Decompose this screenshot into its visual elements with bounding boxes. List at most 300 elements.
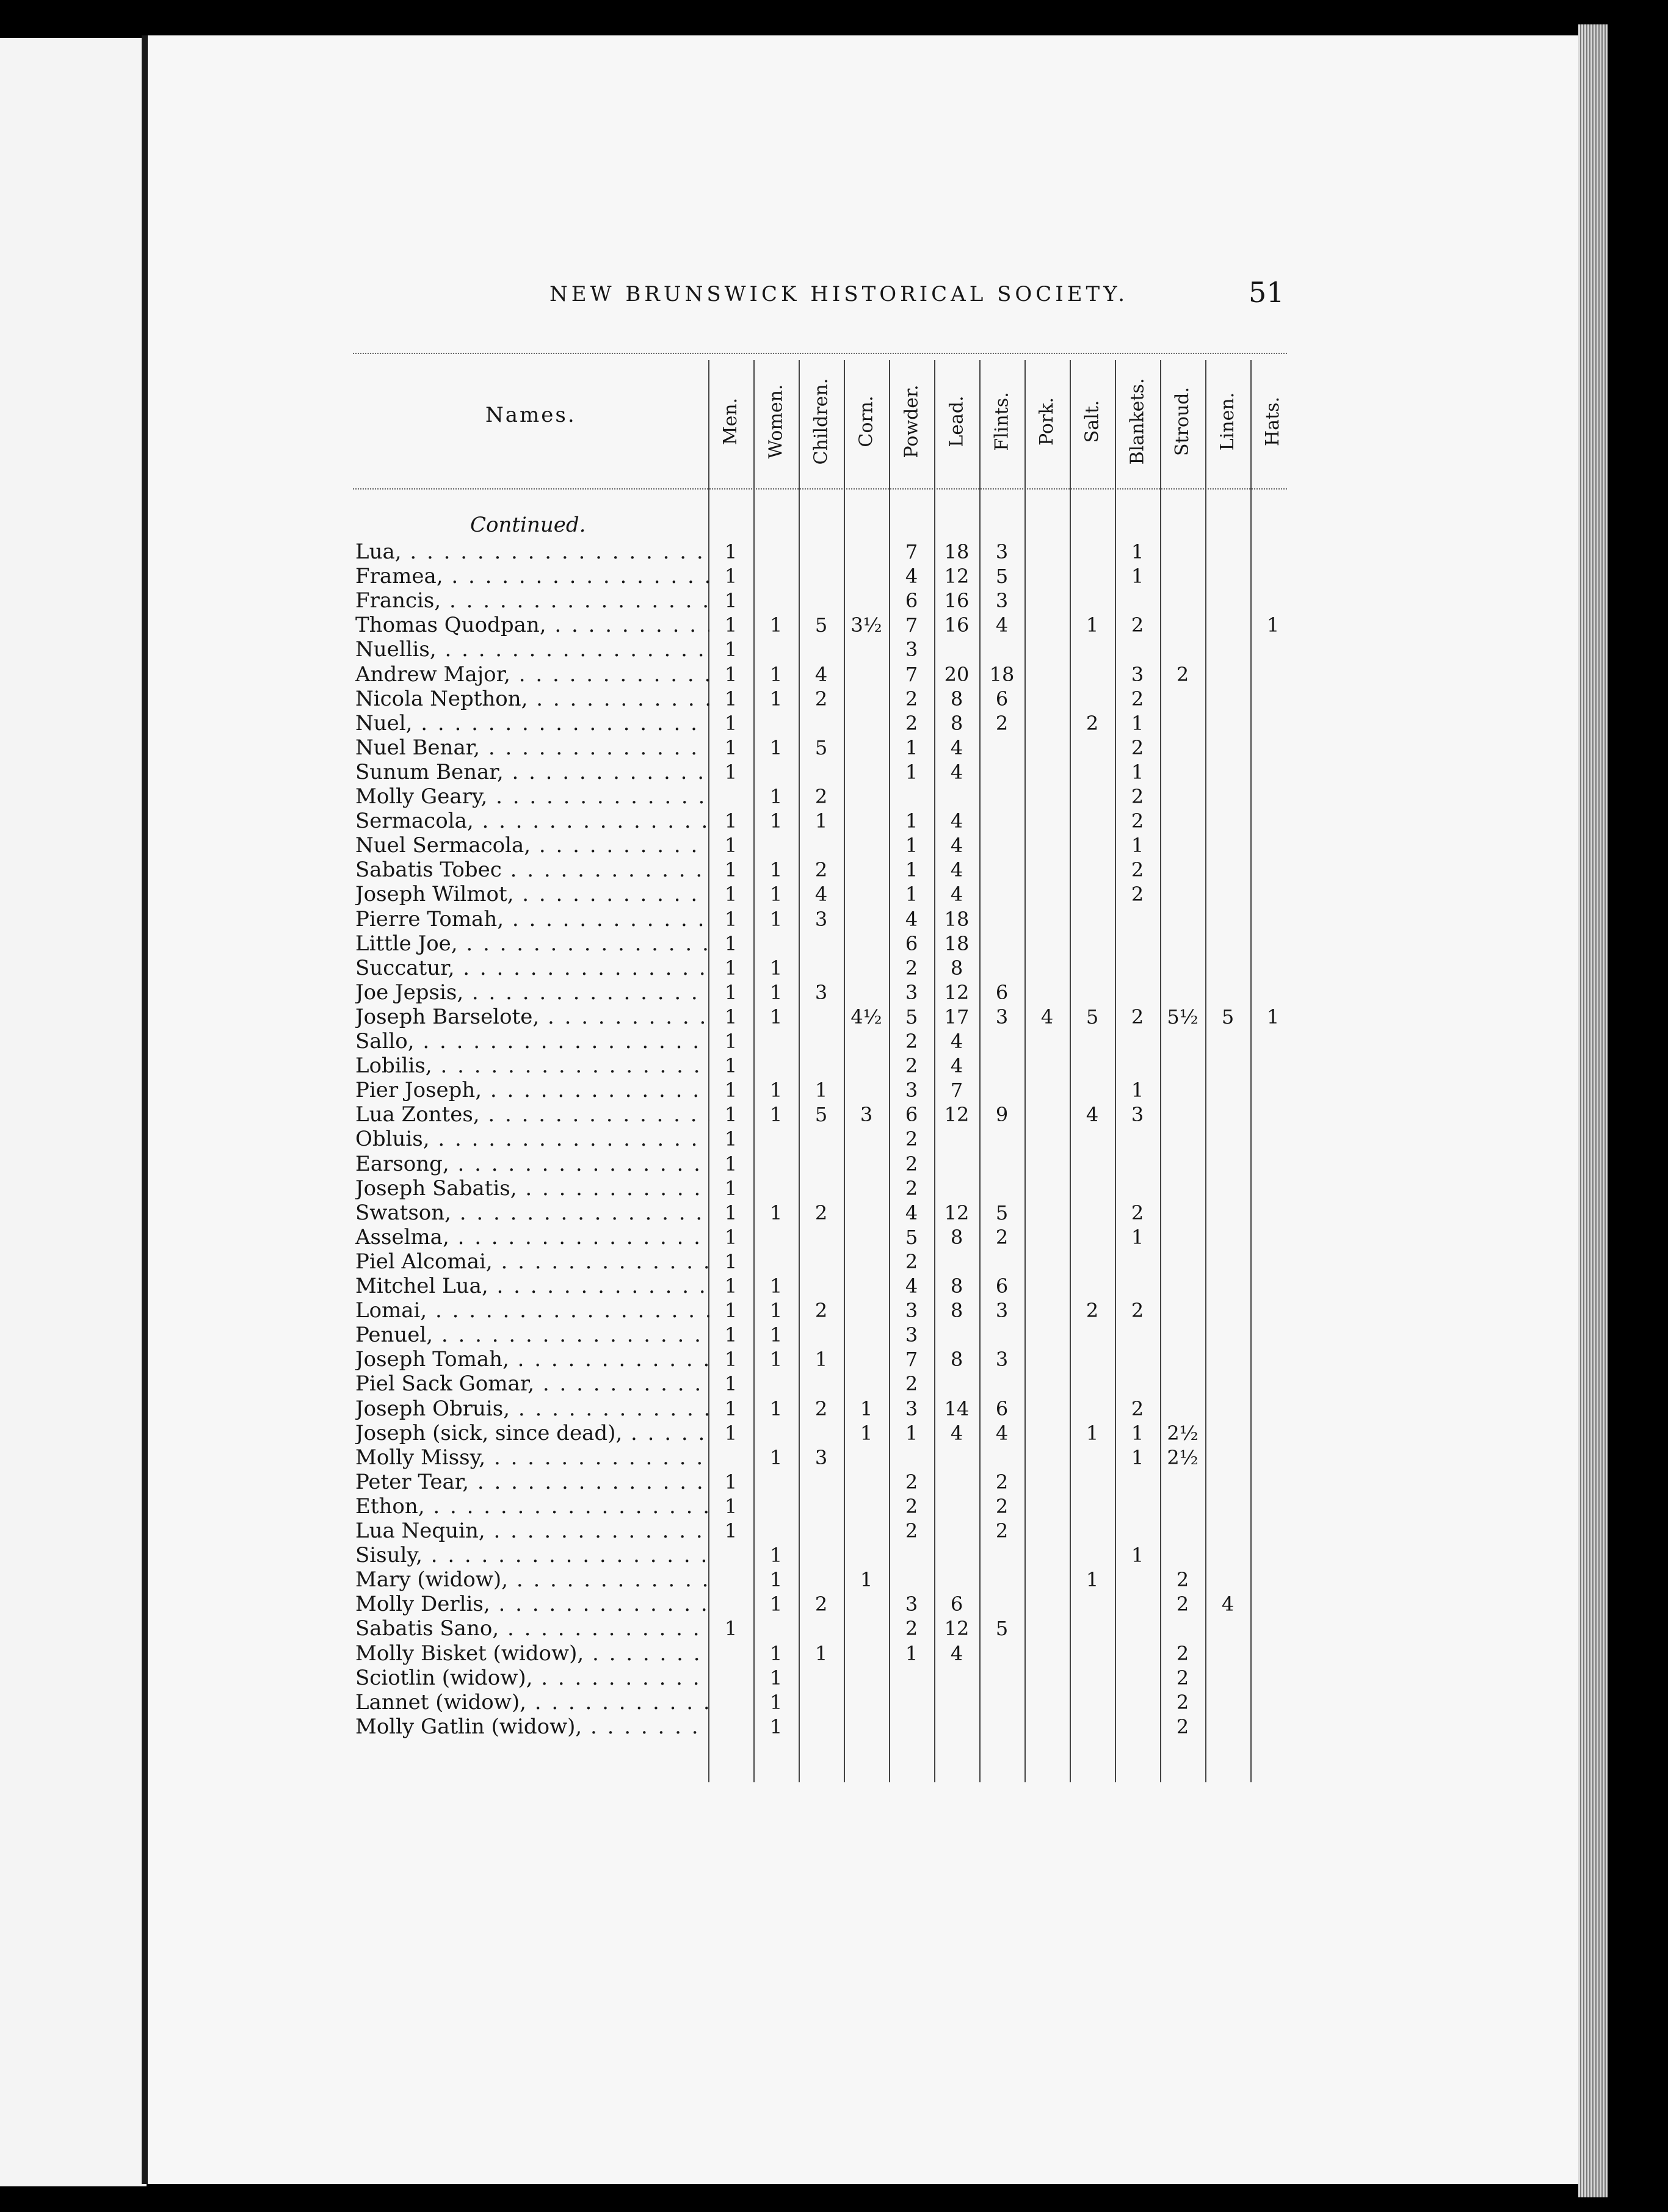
table-cell: 2 bbox=[1176, 1641, 1189, 1665]
table-row bbox=[355, 1445, 1283, 1471]
table-cell: 1 bbox=[724, 1421, 738, 1445]
row-name: Lua, . . . bbox=[355, 540, 709, 564]
table-cell: 1 bbox=[769, 980, 783, 1004]
table-row bbox=[355, 1543, 1283, 1569]
table-cell: 1 bbox=[769, 1201, 783, 1224]
row-name: Molly Bisket (widow), . . . bbox=[355, 1641, 709, 1666]
table-cell: 2 bbox=[1131, 1397, 1144, 1420]
column-heading bbox=[753, 360, 799, 482]
table-cell: 1 bbox=[724, 638, 738, 662]
table-row bbox=[355, 588, 1283, 614]
table-cell: 6 bbox=[905, 1103, 918, 1127]
table-cell: 1 bbox=[1131, 1079, 1144, 1102]
table-cell: 4 bbox=[905, 1274, 918, 1298]
table-cell: 3 bbox=[814, 1445, 828, 1469]
table-cell: 3 bbox=[995, 1348, 1009, 1372]
table-cell: 2 bbox=[814, 1592, 828, 1616]
table-cell: 5 bbox=[814, 613, 828, 637]
table-cell: 1 bbox=[724, 540, 738, 563]
row-name: Mary (widow), . . . bbox=[355, 1567, 709, 1592]
table-cell: 4 bbox=[950, 858, 963, 882]
table-cell: 3½ bbox=[850, 613, 882, 637]
table-cell: 2 bbox=[905, 1152, 918, 1176]
table-cell: 2 bbox=[1131, 883, 1144, 906]
table-cell: 1 bbox=[769, 858, 783, 882]
table-cell: 1 bbox=[724, 1030, 738, 1053]
table-cell: 1 bbox=[724, 1176, 738, 1200]
row-name: Nuel Benar, . . . bbox=[355, 736, 709, 760]
table-cell: 4 bbox=[950, 834, 963, 858]
table-cell: 1 bbox=[724, 1127, 738, 1151]
row-name: Piel Alcomai, . . . bbox=[355, 1249, 709, 1274]
row-name: Mitchel Lua, . . . bbox=[355, 1274, 709, 1298]
table-cell: 1 bbox=[814, 1079, 828, 1102]
column-heading-label: Children. bbox=[810, 378, 832, 464]
row-name: Molly Gatlin (widow), . . . bbox=[355, 1715, 709, 1739]
table-cell: 1 bbox=[724, 1274, 738, 1298]
row-name: Sermacola, . . . bbox=[355, 809, 709, 833]
table-row bbox=[355, 1152, 1283, 1177]
table-cell: 1 bbox=[1266, 613, 1280, 637]
row-name: Joseph Obruis, . . . bbox=[355, 1397, 709, 1421]
table-cell: 1 bbox=[769, 1690, 783, 1714]
row-name: Nicola Nepthon, . . . bbox=[355, 687, 709, 711]
table-cell: 5 bbox=[905, 1225, 918, 1249]
continued-label: Continued. bbox=[470, 513, 586, 537]
table-cell: 1 bbox=[769, 1445, 783, 1469]
table-cell: 8 bbox=[950, 687, 963, 710]
table-cell: 1 bbox=[724, 1054, 738, 1078]
table-row bbox=[355, 760, 1283, 786]
table-cell: 2 bbox=[1131, 1201, 1144, 1224]
table-cell: 4 bbox=[905, 907, 918, 931]
column-heading bbox=[1115, 360, 1160, 482]
row-name: Joseph Sabatis, . . . bbox=[355, 1176, 709, 1201]
table-row bbox=[355, 784, 1283, 810]
table-cell: 2 bbox=[814, 687, 828, 710]
row-name: Molly Missy, . . . bbox=[355, 1445, 709, 1470]
table-cell: 1 bbox=[769, 1592, 783, 1616]
table-top-rule bbox=[353, 353, 1287, 354]
column-heading-label: Pork. bbox=[1036, 397, 1058, 446]
table-cell: 5 bbox=[814, 1103, 828, 1127]
table-cell: 1 bbox=[769, 687, 783, 710]
table-cell: 18 bbox=[944, 907, 970, 931]
table-header-rule bbox=[353, 488, 1287, 490]
table-cell: 2 bbox=[1131, 858, 1144, 882]
table-cell: 1 bbox=[724, 883, 738, 906]
table-cell: 2 bbox=[1176, 1666, 1189, 1690]
table-cell: 1 bbox=[724, 1225, 738, 1249]
table-cell: 1 bbox=[1086, 613, 1099, 637]
table-row bbox=[355, 882, 1283, 908]
table-cell: 1 bbox=[1131, 711, 1144, 735]
table-cell: 16 bbox=[944, 589, 970, 613]
column-heading-label: Flints. bbox=[991, 391, 1013, 451]
table-cell: 3 bbox=[905, 1397, 918, 1420]
row-name: Sunum Benar, . . . bbox=[355, 760, 709, 784]
row-name: Sabatis Tobec . . . bbox=[355, 858, 709, 882]
column-heading bbox=[1205, 360, 1250, 482]
row-name: Nuel Sermacola, . . . bbox=[355, 833, 709, 858]
table-cell: 2 bbox=[905, 1372, 918, 1396]
column-heading-label: Stroud. bbox=[1172, 386, 1194, 456]
column-heading-label: Linen. bbox=[1217, 392, 1239, 450]
row-name: Molly Geary, . . . bbox=[355, 784, 709, 809]
table-cell: 1 bbox=[724, 956, 738, 980]
table-cell: 1 bbox=[724, 589, 738, 613]
row-name: Molly Derlis, . . . bbox=[355, 1592, 709, 1616]
table-cell: 2 bbox=[1131, 613, 1144, 637]
table-cell: 3 bbox=[905, 1592, 918, 1616]
table-cell: 2 bbox=[1176, 1592, 1189, 1616]
table-cell: 2 bbox=[995, 1470, 1009, 1494]
table-cell: 1 bbox=[905, 1421, 918, 1445]
table-cell: 8 bbox=[950, 1225, 963, 1249]
table-cell: 1 bbox=[724, 1323, 738, 1347]
table-cell: 1 bbox=[769, 1323, 783, 1347]
table-cell: 1 bbox=[769, 1397, 783, 1420]
table-cell: 12 bbox=[944, 980, 970, 1004]
table-cell: 6 bbox=[905, 589, 918, 613]
table-cell: 1 bbox=[724, 1005, 738, 1028]
table-cell: 6 bbox=[995, 980, 1009, 1004]
column-heading-label: Blankets. bbox=[1126, 378, 1148, 464]
row-name: Sciotlin (widow), . . . bbox=[355, 1666, 709, 1690]
table-row bbox=[355, 540, 1283, 565]
table-cell: 4 bbox=[950, 809, 963, 833]
table-row bbox=[355, 1201, 1283, 1226]
table-row bbox=[355, 1102, 1283, 1128]
table-cell: 2 bbox=[905, 1054, 918, 1078]
table-cell: 1 bbox=[769, 956, 783, 980]
column-heading-label: Powder. bbox=[901, 384, 923, 458]
table-row bbox=[355, 637, 1283, 663]
table-cell: 1 bbox=[1131, 760, 1144, 784]
row-name: Little Joe, . . . bbox=[355, 931, 709, 956]
table-cell: 5 bbox=[995, 565, 1009, 588]
row-name: Andrew Major, . . . bbox=[355, 662, 709, 687]
table-row bbox=[355, 1225, 1283, 1251]
table-row bbox=[355, 1470, 1283, 1495]
table-cell: 2 bbox=[905, 1030, 918, 1053]
row-name: Peter Tear, . . . bbox=[355, 1470, 709, 1494]
column-heading-label: Men. bbox=[720, 397, 742, 445]
column-heading-label: Women. bbox=[765, 384, 787, 458]
table-row bbox=[355, 1567, 1283, 1593]
row-name: Lua Nequin, . . . bbox=[355, 1519, 709, 1543]
row-name: Joseph Tomah, . . . bbox=[355, 1347, 709, 1372]
table-row bbox=[355, 1421, 1283, 1447]
table-cell: 1 bbox=[1266, 1005, 1280, 1028]
table-cell: 1 bbox=[724, 662, 738, 686]
table-cell: 3 bbox=[814, 907, 828, 931]
table-row bbox=[355, 736, 1283, 761]
column-heading bbox=[934, 360, 979, 482]
table-cell: 2 bbox=[995, 1225, 1009, 1249]
table-cell: 1 bbox=[905, 858, 918, 882]
table-cell: 8 bbox=[950, 711, 963, 735]
table-row bbox=[355, 662, 1283, 688]
table-cell: 1 bbox=[905, 809, 918, 833]
table-cell: 4½ bbox=[850, 1005, 882, 1028]
table-cell: 1 bbox=[905, 883, 918, 906]
table-row bbox=[355, 1715, 1283, 1740]
row-name: Pierre Tomah, . . . bbox=[355, 907, 709, 931]
table-cell: 2 bbox=[1176, 1568, 1189, 1592]
book-spine bbox=[142, 35, 148, 2184]
table-cell: 8 bbox=[950, 956, 963, 980]
table-row bbox=[355, 564, 1283, 590]
column-heading-label: Corn. bbox=[855, 395, 877, 447]
table-cell: 5 bbox=[995, 1617, 1009, 1641]
row-name: Piel Sack Gomar, . . . bbox=[355, 1372, 709, 1396]
table-row bbox=[355, 1029, 1283, 1055]
row-name: Lomai, . . . bbox=[355, 1298, 709, 1323]
table-cell: 20 bbox=[944, 662, 970, 686]
table-cell: 1 bbox=[724, 1372, 738, 1396]
table-cell: 2 bbox=[995, 1494, 1009, 1518]
table-cell: 4 bbox=[1086, 1103, 1099, 1127]
table-cell: 3 bbox=[995, 1005, 1009, 1028]
table-row bbox=[355, 980, 1283, 1006]
table-cell: 1 bbox=[724, 858, 738, 882]
table-cell: 4 bbox=[905, 1201, 918, 1224]
table-cell: 3 bbox=[1131, 662, 1144, 686]
table-cell: 1 bbox=[724, 809, 738, 833]
column-heading bbox=[1024, 360, 1070, 482]
names-column-heading: Names. bbox=[485, 403, 576, 427]
table-cell: 3 bbox=[905, 980, 918, 1004]
table-cell: 5 bbox=[1221, 1005, 1235, 1028]
table-cell: 1 bbox=[814, 1641, 828, 1665]
table-cell: 4 bbox=[950, 1030, 963, 1053]
table-cell: 6 bbox=[995, 1274, 1009, 1298]
column-heading bbox=[799, 360, 844, 482]
column-heading bbox=[1160, 360, 1205, 482]
row-name: Swatson, . . . bbox=[355, 1201, 709, 1225]
table-cell: 1 bbox=[769, 1103, 783, 1127]
table-cell: 2 bbox=[905, 711, 918, 735]
table-cell: 5½ bbox=[1167, 1005, 1198, 1028]
table-cell: 1 bbox=[860, 1421, 873, 1445]
table-cell: 2 bbox=[905, 1176, 918, 1200]
table-row bbox=[355, 1372, 1283, 1397]
table-cell: 4 bbox=[950, 883, 963, 906]
running-header: NEW BRUNSWICK HISTORICAL SOCIETY. bbox=[549, 282, 1129, 306]
table-cell: 1 bbox=[905, 1641, 918, 1665]
table-cell: 2 bbox=[1131, 809, 1144, 833]
table-cell: 18 bbox=[944, 931, 970, 955]
table-cell: 1 bbox=[769, 883, 783, 906]
table-row bbox=[355, 687, 1283, 712]
table-row bbox=[355, 1005, 1283, 1030]
row-name: Joe Jepsis, . . . bbox=[355, 980, 709, 1005]
table-cell: 12 bbox=[944, 1201, 970, 1224]
row-name: Sabatis Sano, . . . bbox=[355, 1616, 709, 1641]
table-cell: 1 bbox=[905, 736, 918, 759]
table-cell: 1 bbox=[724, 980, 738, 1004]
column-heading bbox=[1070, 360, 1115, 482]
table-cell: 18 bbox=[989, 662, 1015, 686]
table-cell: 3 bbox=[905, 1299, 918, 1323]
table-cell: 14 bbox=[944, 1397, 970, 1420]
table-cell: 2 bbox=[1086, 711, 1099, 735]
table-cell: 2 bbox=[814, 785, 828, 808]
row-name: Framea, . . . bbox=[355, 564, 709, 588]
table-cell: 1 bbox=[769, 1348, 783, 1372]
table-cell: 4 bbox=[995, 1421, 1009, 1445]
table-row bbox=[355, 613, 1283, 638]
row-name: Asselma, . . . bbox=[355, 1225, 709, 1249]
table-cell: 3 bbox=[905, 1079, 918, 1102]
table-cell: 1 bbox=[1131, 540, 1144, 563]
table-cell: 2 bbox=[1176, 1715, 1189, 1738]
table-cell: 1 bbox=[724, 1103, 738, 1127]
table-cell: 6 bbox=[995, 687, 1009, 710]
table-cell: 3 bbox=[814, 980, 828, 1004]
table-cell: 3 bbox=[860, 1103, 873, 1127]
row-name: Nuel, . . . bbox=[355, 711, 709, 736]
column-heading bbox=[844, 360, 889, 482]
table-cell: 1 bbox=[724, 1494, 738, 1518]
table-cell: 1 bbox=[724, 1201, 738, 1224]
table-cell: 7 bbox=[905, 613, 918, 637]
table-cell: 2 bbox=[905, 1127, 918, 1151]
table-row bbox=[355, 809, 1283, 834]
table-cell: 7 bbox=[905, 662, 918, 686]
table-row bbox=[355, 1323, 1283, 1348]
table-row bbox=[355, 1078, 1283, 1104]
column-heading bbox=[708, 360, 753, 482]
table-cell: 1 bbox=[724, 1152, 738, 1176]
table-cell: 1 bbox=[769, 736, 783, 759]
table-cell: 1 bbox=[860, 1568, 873, 1592]
table-row bbox=[355, 1641, 1283, 1667]
table-row bbox=[355, 1127, 1283, 1152]
table-cell: 2 bbox=[1131, 736, 1144, 759]
table-cell: 2 bbox=[995, 1519, 1009, 1542]
table-cell: 18 bbox=[944, 540, 970, 563]
table-row bbox=[355, 1666, 1283, 1691]
row-name: Penuel, . . . bbox=[355, 1323, 709, 1347]
table-cell: 4 bbox=[1040, 1005, 1054, 1028]
table-cell: 1 bbox=[814, 1348, 828, 1372]
table-cell: 7 bbox=[950, 1079, 963, 1102]
table-cell: 1 bbox=[724, 1249, 738, 1273]
table-cell: 1 bbox=[1131, 1225, 1144, 1249]
table-cell: 12 bbox=[944, 1103, 970, 1127]
row-name: Lobilis, . . . bbox=[355, 1054, 709, 1078]
table-cell: 1 bbox=[1131, 1544, 1144, 1567]
table-cell: 1 bbox=[769, 1641, 783, 1665]
table-cell: 4 bbox=[950, 1641, 963, 1665]
row-name: Lannet (widow), . . . bbox=[355, 1690, 709, 1715]
table-cell: 2 bbox=[1176, 1690, 1189, 1714]
table-row bbox=[355, 1249, 1283, 1275]
table-cell: 2 bbox=[905, 687, 918, 710]
table-cell: 2 bbox=[814, 1299, 828, 1323]
table-cell: 5 bbox=[905, 1005, 918, 1028]
table-cell: 8 bbox=[950, 1299, 963, 1323]
table-cell: 1 bbox=[769, 1544, 783, 1567]
table-cell: 3 bbox=[1131, 1103, 1144, 1127]
table-row bbox=[355, 1176, 1283, 1202]
table-cell: 1 bbox=[724, 613, 738, 637]
table-row bbox=[355, 1054, 1283, 1079]
table-cell: 1 bbox=[724, 1348, 738, 1372]
table-cell: 2 bbox=[1131, 687, 1144, 710]
table-row bbox=[355, 1298, 1283, 1324]
table-cell: 1 bbox=[769, 1079, 783, 1102]
table-cell: 6 bbox=[995, 1397, 1009, 1420]
column-heading bbox=[1250, 360, 1296, 482]
table-cell: 1 bbox=[724, 1617, 738, 1641]
table-cell: 2 bbox=[905, 1617, 918, 1641]
row-name: Joseph Barselote, . . . bbox=[355, 1005, 709, 1029]
table-cell: 1 bbox=[724, 931, 738, 955]
table-cell: 1 bbox=[814, 809, 828, 833]
table-cell: 8 bbox=[950, 1348, 963, 1372]
row-name: Joseph (sick, since dead), . . . bbox=[355, 1421, 709, 1445]
table-cell: 16 bbox=[944, 613, 970, 637]
table-cell: 4 bbox=[814, 662, 828, 686]
row-name: Sisuly, . . . bbox=[355, 1543, 709, 1567]
table-row bbox=[355, 858, 1283, 883]
table-cell: 1 bbox=[769, 785, 783, 808]
row-name: Succatur, . . . bbox=[355, 956, 709, 980]
table-cell: 3 bbox=[905, 638, 918, 662]
table-cell: 5 bbox=[814, 736, 828, 759]
table-cell: 1 bbox=[769, 1299, 783, 1323]
table-cell: 2 bbox=[1086, 1299, 1099, 1323]
table-cell: 1 bbox=[1131, 834, 1144, 858]
table-cell: 2 bbox=[905, 1494, 918, 1518]
table-cell: 1 bbox=[769, 1005, 783, 1028]
row-name: Nuellis, . . . bbox=[355, 637, 709, 662]
table-cell: 4 bbox=[950, 1421, 963, 1445]
table-cell: 1 bbox=[905, 834, 918, 858]
table-row bbox=[355, 931, 1283, 957]
table-cell: 1 bbox=[769, 809, 783, 833]
table-cell: 1 bbox=[724, 760, 738, 784]
table-cell: 1 bbox=[724, 687, 738, 710]
table-row bbox=[355, 907, 1283, 933]
table-row bbox=[355, 833, 1283, 859]
table-cell: 4 bbox=[814, 883, 828, 906]
row-name: Sallo, . . . bbox=[355, 1029, 709, 1054]
table-row bbox=[355, 1616, 1283, 1642]
table-cell: 1 bbox=[724, 1299, 738, 1323]
table-cell: 1 bbox=[724, 1397, 738, 1420]
page-number: 51 bbox=[1249, 276, 1285, 309]
table-cell: 8 bbox=[950, 1274, 963, 1298]
table-cell: 2 bbox=[1176, 662, 1189, 686]
row-name: Obluis, . . . bbox=[355, 1127, 709, 1151]
table-cell: 9 bbox=[995, 1103, 1009, 1127]
table-cell: 1 bbox=[769, 1666, 783, 1690]
table-cell: 4 bbox=[995, 613, 1009, 637]
table-cell: 1 bbox=[769, 907, 783, 931]
row-name: Ethon, . . . bbox=[355, 1494, 709, 1519]
table-cell: 4 bbox=[905, 565, 918, 588]
table-cell: 5 bbox=[1086, 1005, 1099, 1028]
column-heading bbox=[889, 360, 934, 482]
table-cell: 2 bbox=[905, 956, 918, 980]
table-cell: 1 bbox=[724, 565, 738, 588]
table-cell: 3 bbox=[995, 540, 1009, 563]
table-cell: 1 bbox=[1131, 1445, 1144, 1469]
